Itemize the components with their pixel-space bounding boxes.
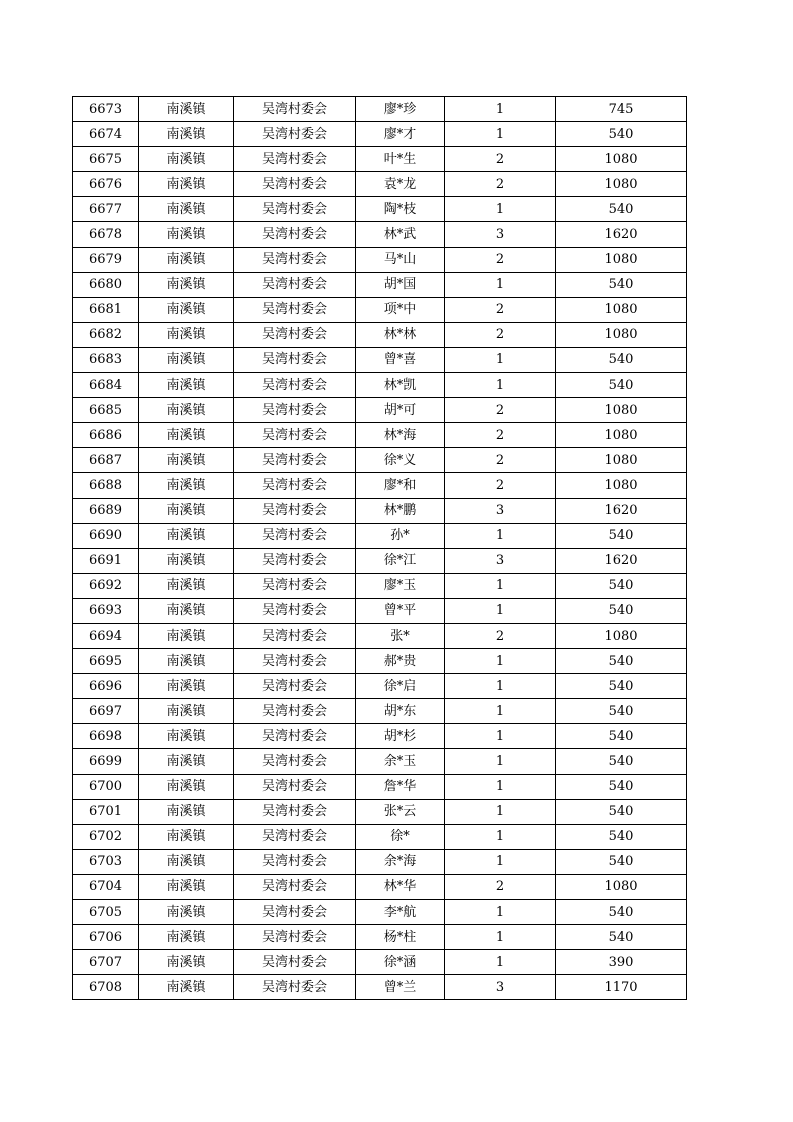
village-committee-cell: 吴湾村委会 bbox=[234, 498, 356, 523]
amount-cell: 540 bbox=[556, 749, 687, 774]
amount-cell: 1620 bbox=[556, 222, 687, 247]
town-cell: 南溪镇 bbox=[139, 749, 234, 774]
town-cell: 南溪镇 bbox=[139, 649, 234, 674]
row-number-cell: 6685 bbox=[73, 398, 139, 423]
row-number-cell: 6698 bbox=[73, 724, 139, 749]
household-count-cell: 2 bbox=[445, 172, 556, 197]
table-row bbox=[73, 272, 687, 297]
name-cell: 李*航 bbox=[356, 900, 445, 925]
household-count-cell: 2 bbox=[445, 398, 556, 423]
name-cell: 张* bbox=[356, 623, 445, 648]
name-cell: 廖*和 bbox=[356, 473, 445, 498]
town-cell: 南溪镇 bbox=[139, 900, 234, 925]
household-count-cell: 1 bbox=[445, 122, 556, 147]
name-cell: 叶*生 bbox=[356, 147, 445, 172]
name-cell: 陶*枝 bbox=[356, 197, 445, 222]
village-committee-cell: 吴湾村委会 bbox=[234, 900, 356, 925]
table-row bbox=[73, 824, 687, 849]
name-cell: 徐*涵 bbox=[356, 950, 445, 975]
village-committee-cell: 吴湾村委会 bbox=[234, 247, 356, 272]
town-cell: 南溪镇 bbox=[139, 373, 234, 398]
town-cell: 南溪镇 bbox=[139, 423, 234, 448]
household-count-cell: 1 bbox=[445, 699, 556, 724]
name-cell: 林*华 bbox=[356, 874, 445, 899]
household-count-cell: 3 bbox=[445, 548, 556, 573]
village-committee-cell: 吴湾村委会 bbox=[234, 272, 356, 297]
household-count-cell: 1 bbox=[445, 900, 556, 925]
town-cell: 南溪镇 bbox=[139, 849, 234, 874]
amount-cell: 540 bbox=[556, 649, 687, 674]
household-count-cell: 1 bbox=[445, 373, 556, 398]
household-count-cell: 1 bbox=[445, 347, 556, 372]
amount-cell: 540 bbox=[556, 598, 687, 623]
row-number-cell: 6682 bbox=[73, 322, 139, 347]
household-count-cell: 2 bbox=[445, 297, 556, 322]
town-cell: 南溪镇 bbox=[139, 623, 234, 648]
village-committee-cell: 吴湾村委会 bbox=[234, 849, 356, 874]
village-committee-cell: 吴湾村委会 bbox=[234, 925, 356, 950]
amount-cell: 1080 bbox=[556, 247, 687, 272]
town-cell: 南溪镇 bbox=[139, 950, 234, 975]
row-number-cell: 6704 bbox=[73, 874, 139, 899]
amount-cell: 540 bbox=[556, 724, 687, 749]
amount-cell: 1620 bbox=[556, 498, 687, 523]
table-row bbox=[73, 347, 687, 372]
table-row bbox=[73, 649, 687, 674]
table-row bbox=[73, 247, 687, 272]
name-cell: 郝*贵 bbox=[356, 649, 445, 674]
name-cell: 林*海 bbox=[356, 423, 445, 448]
amount-cell: 540 bbox=[556, 272, 687, 297]
row-number-cell: 6706 bbox=[73, 925, 139, 950]
row-number-cell: 6673 bbox=[73, 97, 139, 122]
row-number-cell: 6697 bbox=[73, 699, 139, 724]
household-count-cell: 2 bbox=[445, 147, 556, 172]
household-count-cell: 1 bbox=[445, 749, 556, 774]
household-count-cell: 1 bbox=[445, 272, 556, 297]
town-cell: 南溪镇 bbox=[139, 975, 234, 1000]
household-count-cell: 1 bbox=[445, 950, 556, 975]
table-row bbox=[73, 674, 687, 699]
amount-cell: 540 bbox=[556, 573, 687, 598]
name-cell: 孙* bbox=[356, 523, 445, 548]
town-cell: 南溪镇 bbox=[139, 222, 234, 247]
village-committee-cell: 吴湾村委会 bbox=[234, 373, 356, 398]
table-row bbox=[73, 598, 687, 623]
household-count-cell: 1 bbox=[445, 799, 556, 824]
household-count-cell: 2 bbox=[445, 473, 556, 498]
town-cell: 南溪镇 bbox=[139, 925, 234, 950]
town-cell: 南溪镇 bbox=[139, 874, 234, 899]
town-cell: 南溪镇 bbox=[139, 97, 234, 122]
village-committee-cell: 吴湾村委会 bbox=[234, 950, 356, 975]
village-committee-cell: 吴湾村委会 bbox=[234, 398, 356, 423]
row-number-cell: 6693 bbox=[73, 598, 139, 623]
household-count-cell: 1 bbox=[445, 598, 556, 623]
amount-cell: 1080 bbox=[556, 473, 687, 498]
household-count-cell: 1 bbox=[445, 724, 556, 749]
table-row bbox=[73, 573, 687, 598]
household-count-cell: 2 bbox=[445, 623, 556, 648]
town-cell: 南溪镇 bbox=[139, 598, 234, 623]
village-committee-cell: 吴湾村委会 bbox=[234, 147, 356, 172]
village-committee-cell: 吴湾村委会 bbox=[234, 297, 356, 322]
household-count-cell: 2 bbox=[445, 423, 556, 448]
row-number-cell: 6702 bbox=[73, 824, 139, 849]
household-count-cell: 2 bbox=[445, 448, 556, 473]
household-count-cell: 1 bbox=[445, 774, 556, 799]
amount-cell: 540 bbox=[556, 122, 687, 147]
town-cell: 南溪镇 bbox=[139, 272, 234, 297]
amount-cell: 540 bbox=[556, 523, 687, 548]
household-count-cell: 1 bbox=[445, 824, 556, 849]
household-count-cell: 1 bbox=[445, 197, 556, 222]
table-row bbox=[73, 322, 687, 347]
name-cell: 徐*启 bbox=[356, 674, 445, 699]
village-committee-cell: 吴湾村委会 bbox=[234, 548, 356, 573]
name-cell: 胡*东 bbox=[356, 699, 445, 724]
table-row bbox=[73, 699, 687, 724]
village-committee-cell: 吴湾村委会 bbox=[234, 523, 356, 548]
village-committee-cell: 吴湾村委会 bbox=[234, 322, 356, 347]
row-number-cell: 6691 bbox=[73, 548, 139, 573]
name-cell: 廖*才 bbox=[356, 122, 445, 147]
row-number-cell: 6678 bbox=[73, 222, 139, 247]
name-cell: 詹*华 bbox=[356, 774, 445, 799]
name-cell: 曾*平 bbox=[356, 598, 445, 623]
name-cell: 徐* bbox=[356, 824, 445, 849]
table-row bbox=[73, 297, 687, 322]
row-number-cell: 6692 bbox=[73, 573, 139, 598]
household-count-cell: 1 bbox=[445, 674, 556, 699]
table-row bbox=[73, 498, 687, 523]
amount-cell: 1080 bbox=[556, 147, 687, 172]
record-table-body bbox=[73, 97, 687, 1000]
amount-cell: 1080 bbox=[556, 297, 687, 322]
amount-cell: 1080 bbox=[556, 172, 687, 197]
household-count-cell: 2 bbox=[445, 247, 556, 272]
table-row bbox=[73, 398, 687, 423]
amount-cell: 1080 bbox=[556, 874, 687, 899]
row-number-cell: 6687 bbox=[73, 448, 139, 473]
village-committee-cell: 吴湾村委会 bbox=[234, 623, 356, 648]
household-count-cell: 1 bbox=[445, 97, 556, 122]
amount-cell: 540 bbox=[556, 824, 687, 849]
household-count-cell: 3 bbox=[445, 498, 556, 523]
row-number-cell: 6683 bbox=[73, 347, 139, 372]
village-committee-cell: 吴湾村委会 bbox=[234, 799, 356, 824]
row-number-cell: 6701 bbox=[73, 799, 139, 824]
amount-cell: 1080 bbox=[556, 623, 687, 648]
town-cell: 南溪镇 bbox=[139, 197, 234, 222]
town-cell: 南溪镇 bbox=[139, 774, 234, 799]
amount-cell: 540 bbox=[556, 197, 687, 222]
village-committee-cell: 吴湾村委会 bbox=[234, 448, 356, 473]
amount-cell: 390 bbox=[556, 950, 687, 975]
table-row bbox=[73, 147, 687, 172]
row-number-cell: 6705 bbox=[73, 900, 139, 925]
table-row bbox=[73, 749, 687, 774]
household-count-cell: 2 bbox=[445, 874, 556, 899]
row-number-cell: 6686 bbox=[73, 423, 139, 448]
table-row bbox=[73, 799, 687, 824]
village-committee-cell: 吴湾村委会 bbox=[234, 97, 356, 122]
town-cell: 南溪镇 bbox=[139, 147, 234, 172]
town-cell: 南溪镇 bbox=[139, 322, 234, 347]
amount-cell: 540 bbox=[556, 925, 687, 950]
table-row bbox=[73, 623, 687, 648]
village-committee-cell: 吴湾村委会 bbox=[234, 573, 356, 598]
town-cell: 南溪镇 bbox=[139, 548, 234, 573]
row-number-cell: 6700 bbox=[73, 774, 139, 799]
row-number-cell: 6696 bbox=[73, 674, 139, 699]
village-committee-cell: 吴湾村委会 bbox=[234, 122, 356, 147]
table-row bbox=[73, 222, 687, 247]
row-number-cell: 6688 bbox=[73, 473, 139, 498]
row-number-cell: 6689 bbox=[73, 498, 139, 523]
table-row bbox=[73, 473, 687, 498]
row-number-cell: 6681 bbox=[73, 297, 139, 322]
name-cell: 张*云 bbox=[356, 799, 445, 824]
row-number-cell: 6676 bbox=[73, 172, 139, 197]
name-cell: 袁*龙 bbox=[356, 172, 445, 197]
name-cell: 林*武 bbox=[356, 222, 445, 247]
amount-cell: 1080 bbox=[556, 398, 687, 423]
name-cell: 余*玉 bbox=[356, 749, 445, 774]
name-cell: 曾*喜 bbox=[356, 347, 445, 372]
table-row bbox=[73, 874, 687, 899]
name-cell: 胡*可 bbox=[356, 398, 445, 423]
table-row bbox=[73, 172, 687, 197]
row-number-cell: 6690 bbox=[73, 523, 139, 548]
name-cell: 胡*杉 bbox=[356, 724, 445, 749]
row-number-cell: 6699 bbox=[73, 749, 139, 774]
village-committee-cell: 吴湾村委会 bbox=[234, 975, 356, 1000]
village-committee-cell: 吴湾村委会 bbox=[234, 699, 356, 724]
table-row bbox=[73, 373, 687, 398]
town-cell: 南溪镇 bbox=[139, 172, 234, 197]
table-row bbox=[73, 900, 687, 925]
table-row bbox=[73, 97, 687, 122]
table-row bbox=[73, 724, 687, 749]
table-row bbox=[73, 975, 687, 1000]
household-count-cell: 1 bbox=[445, 649, 556, 674]
amount-cell: 1080 bbox=[556, 322, 687, 347]
table-row bbox=[73, 925, 687, 950]
amount-cell: 1620 bbox=[556, 548, 687, 573]
village-committee-cell: 吴湾村委会 bbox=[234, 222, 356, 247]
table-row bbox=[73, 849, 687, 874]
table-row bbox=[73, 197, 687, 222]
table-row bbox=[73, 548, 687, 573]
village-committee-cell: 吴湾村委会 bbox=[234, 724, 356, 749]
amount-cell: 540 bbox=[556, 674, 687, 699]
village-committee-cell: 吴湾村委会 bbox=[234, 598, 356, 623]
row-number-cell: 6694 bbox=[73, 623, 139, 648]
table-row bbox=[73, 448, 687, 473]
name-cell: 胡*国 bbox=[356, 272, 445, 297]
name-cell: 项*中 bbox=[356, 297, 445, 322]
household-count-cell: 1 bbox=[445, 573, 556, 598]
row-number-cell: 6684 bbox=[73, 373, 139, 398]
amount-cell: 540 bbox=[556, 699, 687, 724]
town-cell: 南溪镇 bbox=[139, 247, 234, 272]
town-cell: 南溪镇 bbox=[139, 473, 234, 498]
table-row bbox=[73, 122, 687, 147]
town-cell: 南溪镇 bbox=[139, 523, 234, 548]
row-number-cell: 6679 bbox=[73, 247, 139, 272]
name-cell: 林*林 bbox=[356, 322, 445, 347]
village-committee-cell: 吴湾村委会 bbox=[234, 473, 356, 498]
row-number-cell: 6680 bbox=[73, 272, 139, 297]
table-row bbox=[73, 774, 687, 799]
name-cell: 徐*义 bbox=[356, 448, 445, 473]
village-committee-cell: 吴湾村委会 bbox=[234, 347, 356, 372]
row-number-cell: 6695 bbox=[73, 649, 139, 674]
village-committee-cell: 吴湾村委会 bbox=[234, 674, 356, 699]
household-count-cell: 2 bbox=[445, 322, 556, 347]
row-number-cell: 6707 bbox=[73, 950, 139, 975]
amount-cell: 540 bbox=[556, 900, 687, 925]
household-count-cell: 1 bbox=[445, 925, 556, 950]
amount-cell: 1080 bbox=[556, 448, 687, 473]
town-cell: 南溪镇 bbox=[139, 448, 234, 473]
village-committee-cell: 吴湾村委会 bbox=[234, 197, 356, 222]
row-number-cell: 6677 bbox=[73, 197, 139, 222]
amount-cell: 540 bbox=[556, 373, 687, 398]
name-cell: 徐*江 bbox=[356, 548, 445, 573]
village-committee-cell: 吴湾村委会 bbox=[234, 749, 356, 774]
amount-cell: 1170 bbox=[556, 975, 687, 1000]
amount-cell: 1080 bbox=[556, 423, 687, 448]
table-row bbox=[73, 523, 687, 548]
village-committee-cell: 吴湾村委会 bbox=[234, 172, 356, 197]
town-cell: 南溪镇 bbox=[139, 724, 234, 749]
amount-cell: 540 bbox=[556, 347, 687, 372]
household-count-cell: 1 bbox=[445, 849, 556, 874]
amount-cell: 540 bbox=[556, 849, 687, 874]
amount-cell: 745 bbox=[556, 97, 687, 122]
household-count-cell: 3 bbox=[445, 975, 556, 1000]
table-row bbox=[73, 950, 687, 975]
village-committee-cell: 吴湾村委会 bbox=[234, 824, 356, 849]
name-cell: 廖*玉 bbox=[356, 573, 445, 598]
name-cell: 曾*兰 bbox=[356, 975, 445, 1000]
village-committee-cell: 吴湾村委会 bbox=[234, 874, 356, 899]
name-cell: 马*山 bbox=[356, 247, 445, 272]
town-cell: 南溪镇 bbox=[139, 398, 234, 423]
village-committee-cell: 吴湾村委会 bbox=[234, 649, 356, 674]
name-cell: 林*鹏 bbox=[356, 498, 445, 523]
row-number-cell: 6708 bbox=[73, 975, 139, 1000]
town-cell: 南溪镇 bbox=[139, 674, 234, 699]
record-table bbox=[72, 96, 687, 1000]
amount-cell: 540 bbox=[556, 774, 687, 799]
village-committee-cell: 吴湾村委会 bbox=[234, 423, 356, 448]
town-cell: 南溪镇 bbox=[139, 122, 234, 147]
name-cell: 廖*珍 bbox=[356, 97, 445, 122]
row-number-cell: 6675 bbox=[73, 147, 139, 172]
village-committee-cell: 吴湾村委会 bbox=[234, 774, 356, 799]
table-row bbox=[73, 423, 687, 448]
town-cell: 南溪镇 bbox=[139, 799, 234, 824]
household-count-cell: 3 bbox=[445, 222, 556, 247]
town-cell: 南溪镇 bbox=[139, 824, 234, 849]
town-cell: 南溪镇 bbox=[139, 699, 234, 724]
town-cell: 南溪镇 bbox=[139, 347, 234, 372]
name-cell: 杨*柱 bbox=[356, 925, 445, 950]
amount-cell: 540 bbox=[556, 799, 687, 824]
town-cell: 南溪镇 bbox=[139, 297, 234, 322]
household-count-cell: 1 bbox=[445, 523, 556, 548]
town-cell: 南溪镇 bbox=[139, 498, 234, 523]
row-number-cell: 6703 bbox=[73, 849, 139, 874]
town-cell: 南溪镇 bbox=[139, 573, 234, 598]
row-number-cell: 6674 bbox=[73, 122, 139, 147]
name-cell: 林*凯 bbox=[356, 373, 445, 398]
name-cell: 余*海 bbox=[356, 849, 445, 874]
